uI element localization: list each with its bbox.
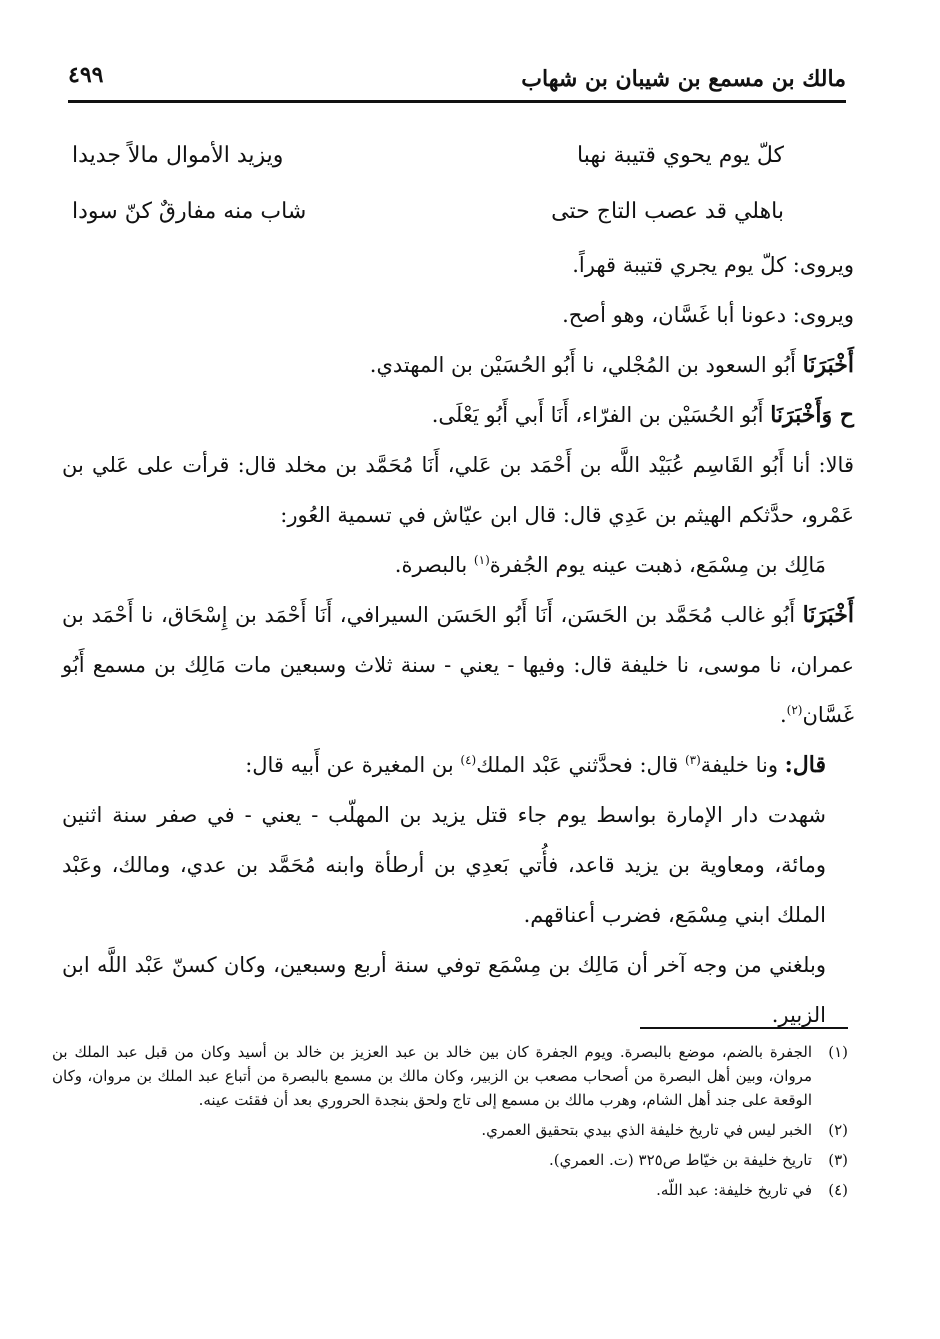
paragraph-text: قال: فحدَّثني عَبْد الملك [476, 753, 679, 777]
paragraph-text: بن المغيرة عن أَبيه قال: [245, 753, 454, 777]
footnote-number: (٤) [828, 1181, 848, 1199]
paragraph-text: ونا خليفة [700, 753, 778, 777]
running-title: مالك بن مسمع بن شيبان بن شهاب [521, 66, 846, 92]
footnote [52, 1148, 848, 1172]
verse-second-hemistich: ويزيد الأموال مالاً جديدا [72, 143, 284, 168]
page-header [68, 60, 846, 103]
paragraph: قالا: أنا أَبُو القَاسِم عُبَيْد اللَّه بن أَحْمَد بن عَلي، أَنَا مُحَمَّد بن مخلد قال: قرأت على عَلي بن عَمْرو، حدَّثكم الهيثم بن عَدِي قال: قال ابن عيّاش في تسمية العُور: [62, 453, 854, 527]
footnote-number: (١) [828, 1043, 848, 1061]
isnad-paragraph [62, 590, 854, 740]
footnote-text: الخبر ليس في تاريخ خليفة الذي بيدي بتحقيق العمري. [481, 1121, 812, 1139]
paragraph-text: . [779, 703, 787, 727]
verse-second-hemistich: شاب منه مفارقٌ كنّ سودا [72, 199, 307, 224]
paragraph-text: أَبُو الحُسَيْن بن الفرّاء، أَنَا أَبي أَبُو يَعْلَى. [431, 403, 764, 427]
verse-line [62, 128, 854, 184]
footnote-ref: (١) [473, 553, 490, 567]
footnote-text: الجفرة بالضم، موضع بالبصرة. ويوم الجفرة كان بين خالد بن عبد العزيز بن خالد بن أسيد وكان من قبل عبد الملك بن مروان، وبين أهل البصرة من أصحاب مصعب بن الزبير، وكان مالك بن مسمع بالبصرة من أتباع عبد الملك بن مروان، وكان الوقعة على جند أهل الشام، وهرب مالك بن مسمع إلى تاج ولحق بنجدة الحروري بعد أن فقئت عينه. [52, 1043, 812, 1109]
keyword: أَخْبَرَنَا [802, 352, 854, 378]
keyword: قال: [784, 752, 826, 778]
footnote-number: (٢) [828, 1121, 848, 1139]
main-text [62, 128, 854, 1040]
footnote [52, 1040, 848, 1112]
footnote-number: (٣) [828, 1151, 848, 1169]
keyword: أَخْبَرَنَا [802, 602, 854, 628]
isnad-paragraph [62, 390, 854, 440]
footnote-ref: (٣) [684, 753, 701, 767]
isnad-paragraph [62, 740, 854, 790]
footnotes [52, 1040, 848, 1208]
paragraph: ويروى: كلّ يوم يجري قتيبة قهراً. [572, 253, 854, 277]
footnote-separator [640, 1027, 848, 1029]
footnote-ref: (٤) [460, 753, 477, 767]
footnote-ref: (٢) [786, 703, 803, 717]
footnote-text: في تاريخ خليفة: عبد اللّه. [656, 1181, 812, 1199]
paragraph-text: بالبصرة. [394, 553, 468, 577]
keyword: ح وَأَخْبَرَنَا [770, 402, 854, 428]
paragraph: شهدت دار الإمارة بواسط يوم جاء قتل يزيد بن المهلّب - يعني - في صفر سنة اثنين ومائة، ومعاوية بن يزيد قاعد، فأُتي بَعدِي بن أرطأة وابنه مُحَمَّد بن عدي، ومالك، وعَبْد الملك ابني مِسْمَع، فضرب أعناقهم. [62, 803, 826, 927]
paragraph-text: أَبُو السعود بن المُجْلي، نا أَبُو الحُسَيْن بن المهتدي. [369, 353, 796, 377]
verse-first-hemistich: كلّ يوم يحوي قتيبة نهبا [577, 143, 784, 168]
footnote [52, 1178, 848, 1202]
paragraph-text: مَالِك بن مِسْمَع، ذهبت عينه يوم الجُفرة [489, 553, 826, 577]
footnote [52, 1118, 848, 1142]
paragraph [62, 540, 854, 590]
footnote-text: تاريخ خليفة بن خيّاط ص٣٢٥ (ت. العمري). [548, 1151, 812, 1169]
page-number: ٤٩٩ [68, 62, 104, 88]
isnad-paragraph [62, 340, 854, 390]
verse-line [62, 184, 854, 240]
verse-first-hemistich: باهلي قد عصب التاج حتى [551, 199, 784, 224]
paragraph-text: أَبُو غالب مُحَمَّد بن الحَسَن، أَنَا أَبُو الحَسَن السيرافي، أَنَا أَحْمَد بن إِسْحَاق، نا أَحْمَد بن عمران، نا موسى، نا خليفة قال: وفيها - يعني - سنة ثلاث وسبعين مات مَالِك بن مسمع أَبُو غَسَّان [62, 603, 854, 727]
paragraph: وبلغني من وجه آخر أن مَالِك بن مِسْمَع توفي سنة أربع وسبعين، وكان كسنّ عَبْد اللَّه ابن الزبير. [62, 953, 826, 1027]
paragraph: ويروى: دعونا أبا غَسَّان، وهو أصح. [562, 303, 854, 327]
